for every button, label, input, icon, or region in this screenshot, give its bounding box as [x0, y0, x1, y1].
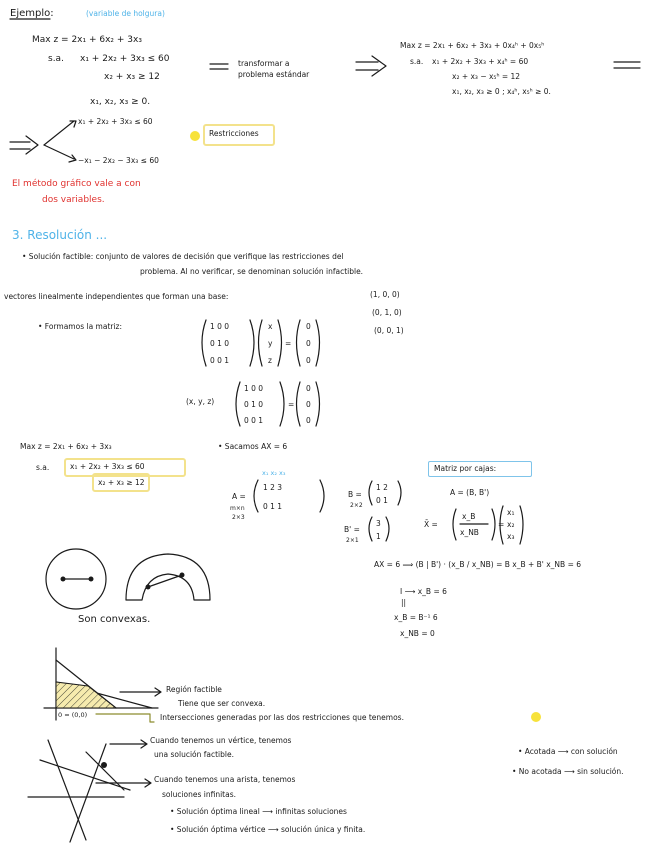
feasible-definition-2: problema. Al no verificar, se denominan solución infactible.: [140, 267, 364, 276]
b-label: B =: [348, 490, 362, 499]
equals-sign-2: =: [288, 400, 295, 409]
branch-constraint-1: x₁ + 2x₂ + 3x₃ ≤ 60: [78, 117, 153, 126]
xyz-bracket-left: [259, 320, 263, 366]
b-row-2: 0 1: [376, 496, 388, 505]
feasible-definition-1: • Solución factible: conjunto de valores de decisión que verifique las restricciones del: [22, 252, 344, 261]
st-label-2: s.a.: [36, 463, 50, 472]
feasible-region-hatch: [56, 682, 116, 708]
column-labels: x₁ x₂ x₃: [262, 469, 286, 477]
vertex-note-2: una solución factible.: [154, 750, 234, 759]
graph-method-note-1: El método gráfico vale a con: [12, 179, 141, 189]
optimal-vertex: • Solución óptima vértice ⟶ solución única y finita.: [170, 825, 366, 834]
convex-label: Son convexas.: [78, 614, 151, 625]
zeros-bracket-left: [297, 320, 301, 366]
a-dim-2: 2×3: [232, 514, 245, 521]
xyz-bracket-right: [278, 320, 282, 366]
ax-equation: AX = 6 ⟹ (B | B') · (x_B / x_NB) = B x_B + B' x_NB = 6: [374, 560, 582, 569]
restrictions-label: Restricciones: [209, 129, 259, 138]
xb-value: x_B = B⁻¹ 6: [394, 613, 438, 622]
equals-sign-3: =: [498, 520, 505, 529]
x-block-b: x_B: [462, 512, 476, 521]
zero-entry-2: 0: [306, 339, 311, 348]
b-prime-bracket-left: [369, 517, 372, 541]
row-vector: (x, y, z): [186, 397, 215, 406]
vertex-line-1: [48, 740, 86, 840]
arch-point-a: [146, 585, 151, 590]
x-label: X̄ =: [424, 520, 438, 529]
a-row-2: 0 1 1: [263, 502, 283, 511]
x-comp-bracket-left: [500, 506, 503, 544]
unbounded-note: • No acotada ⟶ sin solución.: [512, 767, 624, 776]
arch-point-b: [180, 573, 185, 578]
basis-vector-2: (0, 1, 0): [372, 308, 402, 317]
identity-bracket-right: [250, 320, 254, 366]
intersections-note: Intersecciones generadas por las dos restricciones que tenemos.: [160, 713, 404, 722]
slack-variable-note: (variable de holgura): [86, 9, 165, 18]
identity2-bracket-right: [280, 382, 284, 426]
resolution-title: 3. Resolución ...: [12, 228, 108, 242]
st-label: s.a.: [48, 54, 64, 64]
non-negativity: x₁, x₂, x₃ ≥ 0.: [90, 97, 151, 107]
basis-vector-3: (0, 0, 1): [374, 326, 404, 335]
standard-st-label: s.a.: [410, 57, 424, 66]
b-bracket-right: [398, 481, 401, 505]
zero-entry-3: 0: [306, 356, 311, 365]
convex-requirement: Tiene que ser convexa.: [178, 699, 266, 708]
circle-point-a: [61, 577, 66, 582]
zero2-entry-3: 0: [306, 416, 311, 425]
region-arrow: [120, 688, 161, 696]
x-entry: x: [268, 322, 273, 331]
feasible-region-label: Región factible: [166, 685, 222, 694]
zero2-entry-1: 0: [306, 384, 311, 393]
branch-down: [44, 145, 76, 162]
x-comp-bracket-right: [520, 506, 523, 544]
b-prime-bracket-right: [386, 517, 389, 541]
b-prime-dim: 2×1: [346, 537, 359, 544]
zero-entry-1: 0: [306, 322, 311, 331]
circle-point-b: [89, 577, 94, 582]
a-row-1: 1 2 3: [263, 483, 283, 492]
constraint-1: x₁ + 2x₂ + 3x₃ ≤ 60: [80, 54, 170, 64]
vertex-arrow: [110, 740, 147, 748]
transform-line-1: transformar a: [238, 59, 290, 68]
independent-vectors: vectores linealmente independientes que forman una base:: [4, 292, 229, 301]
edge-note-1: Cuando tenemos una arista, tenemos: [154, 775, 296, 784]
double-equals-2: [614, 62, 640, 68]
origin-label: 0 = (0,0): [58, 711, 88, 719]
vertex-line-2: [70, 744, 106, 842]
identity2-row-2: 0 1 0: [244, 400, 264, 409]
y-entry: y: [268, 339, 273, 348]
cajas-label: Matriz por cajas:: [434, 464, 497, 473]
a-boxes: A = (B, B'): [450, 488, 490, 497]
branch-up: [44, 121, 76, 145]
standard-constraint-2: x₂ + x₃ − x₅ʰ = 12: [452, 72, 521, 81]
equals-sign: =: [285, 339, 292, 348]
b-row-1: 1 2: [376, 483, 388, 492]
identity2-bracket-left: [236, 382, 240, 426]
vertex-point: [101, 762, 107, 768]
identity2-row-1: 1 0 0: [244, 384, 264, 393]
double-equals-1: [210, 64, 228, 69]
b-dim: 2×2: [350, 502, 363, 509]
a-bracket-right: [320, 480, 324, 512]
x-comp-2: x₂: [507, 520, 515, 529]
b-bracket-left: [369, 481, 372, 505]
x-comp-3: x₃: [507, 532, 515, 541]
x-block-bracket-left: [453, 509, 456, 540]
identity-line: I ⟶ x_B = 6: [400, 587, 447, 596]
identity-row-1: 1 0 0: [210, 322, 230, 331]
zeros2-bracket-right: [316, 382, 320, 426]
identity-row-2: 0 1 0: [210, 339, 230, 348]
edge-arrow: [96, 779, 151, 787]
a-bracket-left: [254, 480, 258, 512]
x-comp-1: x₁: [507, 508, 515, 517]
objective-function-2: Max z = 2x₁ + 6x₂ + 3x₃: [20, 442, 112, 451]
transform-line-2: problema estándar: [238, 70, 310, 79]
z-entry: z: [268, 356, 272, 365]
arch-shape: [126, 554, 210, 600]
a-dim-1: m×n: [230, 505, 245, 512]
vertex-line-3: [40, 760, 130, 790]
b-prime-row-1: 3: [376, 519, 381, 528]
graph-method-note-2: dos variables.: [42, 195, 105, 205]
intersections-arrow: [96, 714, 154, 722]
identity-sub: ||: [401, 598, 407, 607]
bounded-note: • Acotada ⟶ con solución: [518, 747, 618, 756]
identity-bracket-left: [202, 320, 206, 366]
sacamos-label: • Sacamos AX = 6: [218, 442, 288, 451]
basis-vector-1: (1, 0, 0): [370, 290, 400, 299]
objective-function: Max z = 2x₁ + 6x₂ + 3x₃: [32, 35, 142, 45]
b-prime-label: B' =: [344, 525, 360, 534]
optimal-linear: • Solución óptima lineal ⟶ infinitas soluciones: [170, 807, 347, 816]
identity-row-3: 0 0 1: [210, 356, 230, 365]
implies-arrow-2: [10, 136, 38, 154]
arch-segment: [148, 575, 182, 587]
implies-arrow-1: [356, 56, 386, 76]
edge-note-2: soluciones infinitas.: [162, 790, 237, 799]
xnb-value: x_NB = 0: [400, 629, 435, 638]
standard-constraint-1: x₁ + 2x₂ + 3x₃ + x₄ʰ = 60: [432, 57, 529, 66]
b-prime-row-2: 1: [376, 532, 381, 541]
constraint-1b: x₁ + 2x₂ + 3x₃ ≤ 60: [70, 462, 145, 471]
a-label: A =: [232, 492, 246, 501]
standard-non-negativity: x₁, x₂, x₃ ≥ 0 ; x₄ʰ, x₅ʰ ≥ 0.: [452, 87, 551, 96]
zeros-bracket-right: [316, 320, 320, 366]
constraint-2b: x₂ + x₃ ≥ 12: [98, 478, 145, 487]
x-block-bracket-right: [492, 509, 495, 540]
zeros2-bracket-left: [297, 382, 301, 426]
zero2-entry-2: 0: [306, 400, 311, 409]
example-heading: Ejemplo:: [10, 8, 54, 19]
identity2-row-3: 0 0 1: [244, 416, 264, 425]
constraint-2: x₂ + x₃ ≥ 12: [104, 72, 160, 82]
branch-constraint-2: −x₁ − 2x₂ − 3x₃ ≤ 60: [78, 156, 159, 165]
vertex-note-1: Cuando tenemos un vértice, tenemos: [150, 736, 292, 745]
standard-objective: Max z = 2x₁ + 6x₂ + 3x₃ + 0x₄ʰ + 0x₅ʰ: [400, 41, 545, 50]
form-matrix-label: • Formamos la matriz:: [38, 322, 123, 331]
x-block-nb: x_NB: [460, 528, 479, 537]
